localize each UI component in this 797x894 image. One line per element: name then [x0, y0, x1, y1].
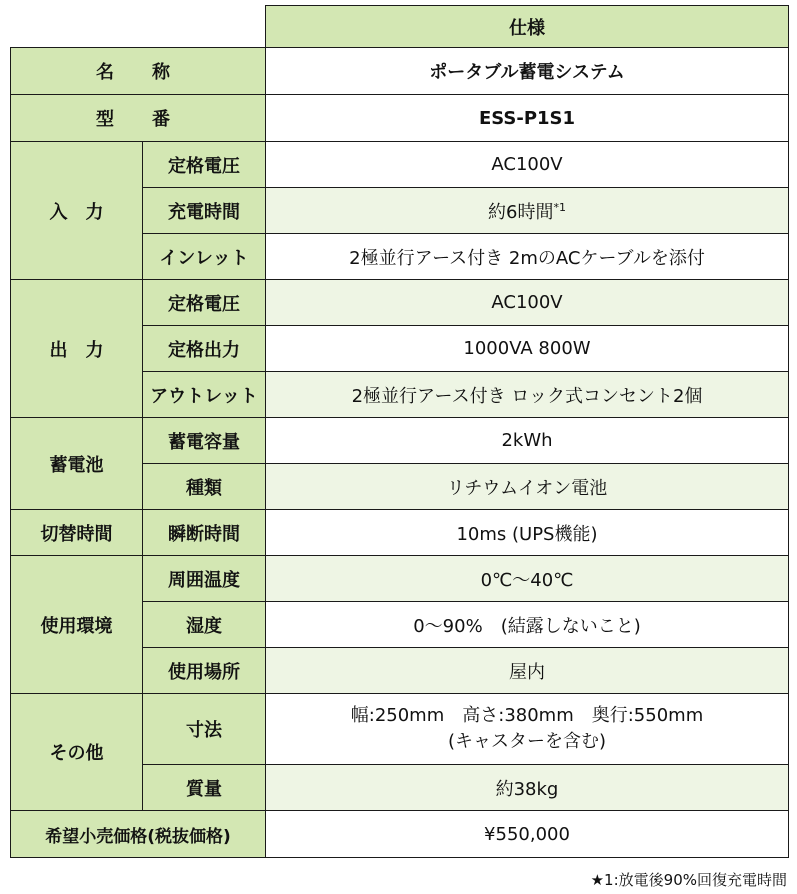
battery-type-label: 種類 — [143, 464, 266, 510]
footnote: ★1:放電後90%回復充電時間 — [590, 871, 787, 889]
dims-value-line1: 幅:250mm 高さ:380mm 奥行:550mm — [350, 705, 704, 726]
place-value: 屋内 — [266, 648, 789, 694]
spec-table — [10, 5, 789, 858]
input-rated-voltage-value: AC100V — [266, 142, 789, 188]
inlet-value: 2極並行アース付き 2mのACケーブルを添付 — [266, 234, 789, 280]
outlet-value: 2極並行アース付き ロック式コンセント2個 — [266, 372, 789, 418]
charge-time-value: 約6時間$^{*1}$ — [266, 188, 789, 234]
mass-label: 質量 — [143, 765, 266, 811]
blank-corner — [11, 6, 266, 48]
env-group: 使用環境 — [11, 556, 143, 694]
price-label: 希望小売価格(税抜価格) — [11, 811, 266, 858]
input-rated-voltage-label: 定格電圧 — [143, 142, 266, 188]
humidity-label: 湿度 — [143, 602, 266, 648]
instant-value: 10ms (UPS機能) — [266, 510, 789, 556]
spec-header: 仕様 — [266, 6, 789, 48]
instant-label: 瞬断時間 — [143, 510, 266, 556]
place-label: 使用場所 — [143, 648, 266, 694]
charge-time-label: 充電時間 — [143, 188, 266, 234]
dims-value-line2: (キャスターを含む) — [447, 731, 607, 752]
temp-value: 0℃～40℃ — [266, 556, 789, 602]
rated-output-label: 定格出力 — [143, 326, 266, 372]
other-group: その他 — [11, 694, 143, 811]
name-label: 名 称 — [11, 48, 266, 95]
humidity-value: 0～90% (結露しないこと) — [266, 602, 789, 648]
battery-group: 蓄電池 — [11, 418, 143, 510]
footnote-mark: *1 — [553, 200, 566, 214]
input-group: 入 力 — [11, 142, 143, 280]
output-rated-voltage-value: AC100V — [266, 280, 789, 326]
capacity-value: 2kWh — [266, 418, 789, 464]
dims-value — [266, 694, 789, 765]
model-label: 型 番 — [11, 95, 266, 142]
model-value: ESS-P1S1 — [266, 95, 789, 142]
name-value: ポータブル蓄電システム — [266, 48, 789, 95]
rated-output-value: 1000VA 800W — [266, 326, 789, 372]
dims-label: 寸法 — [143, 694, 266, 765]
capacity-label: 蓄電容量 — [143, 418, 266, 464]
temp-label: 周囲温度 — [143, 556, 266, 602]
outlet-label: アウトレット — [143, 372, 266, 418]
price-value: ¥550,000 — [266, 811, 789, 858]
battery-type-value: リチウムイオン電池 — [266, 464, 789, 510]
switch-group: 切替時間 — [11, 510, 143, 556]
mass-value: 約38kg — [266, 765, 789, 811]
inlet-label: インレット — [143, 234, 266, 280]
output-group: 出 力 — [11, 280, 143, 418]
output-rated-voltage-label: 定格電圧 — [143, 280, 266, 326]
